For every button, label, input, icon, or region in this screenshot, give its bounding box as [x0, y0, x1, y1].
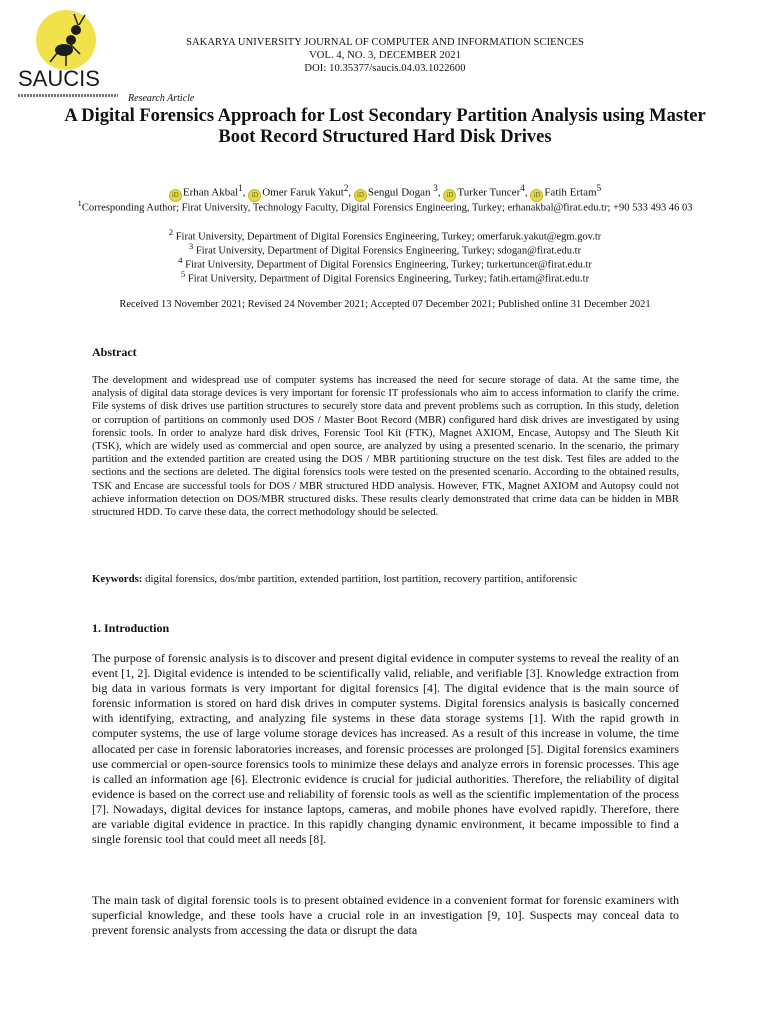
- author-name: Fatih Ertam: [544, 186, 597, 199]
- author-name: Erhan Akbal: [182, 186, 239, 199]
- orcid-icon[interactable]: iD: [443, 189, 456, 202]
- affiliation-sup: 4: [178, 255, 183, 265]
- affiliation-text: Corresponding Author; Firat University, Technology Faculty, Digital Forensics Engineering, Turkey; erhanakbal@firat.edu.tr; +90 533 493 46 03: [81, 202, 693, 214]
- affiliation-text: Firat University, Department of Digital Forensics Engineering, Turkey; turkertuncer@firat.edu.tr: [185, 259, 592, 271]
- author-sup: 5: [596, 183, 602, 193]
- orcid-icon[interactable]: iD: [248, 189, 261, 202]
- affiliation-text: Firat University, Department of Digital Forensics Engineering, Turkey; omerfaruk.yakut@egm.gov.tr: [175, 231, 602, 243]
- affiliation-sup: 1: [77, 198, 82, 208]
- keywords-text: digital forensics, dos/mbr partition, extended partition, lost partition, recovery partition, antiforensic: [145, 573, 578, 585]
- ant-emblem-icon: [36, 10, 96, 70]
- orcid-icon[interactable]: iD: [530, 189, 543, 202]
- orcid-icon[interactable]: iD: [169, 189, 182, 202]
- abstract-heading: Abstract: [92, 345, 137, 359]
- abstract-text: The development and widespread use of computer systems has increased the need for secure storage of data. At the same time, the analysis of digital data storage devices is very important for forensic IT professionals who aim to access information to clarify the crime. File systems of disk drives use partition structures to securely store data and prevent problems such as corruption. In this study, deletion or corruption of partitions on commonly used DOS / Master Boot Record (MBR) configured hard disk drives are investigated by using forensic tools. In order to analyze hard disk drives, Forensic Tool Kit (FTK), Magnet AXIOM, Encase, Autopsy and The Sleuth Kit (TSK), which are widely used as commercial and open source, are analyzed by using a presented scenario. In the scenario, the primary partition and the extended partition are created using the DOS / MBR partitioning structure on the test disk. Test files are added to the sections and the sections are deleted. The digital forensics tools were tested on the presented scenario. According to the obtained results, TSK and Encase are successful tools for DOS / MBR structured HDD analysis. However, FTK, Magnet AXIOM and Autopsy could not achieve information detection on DOS/MBR structured disks. These results clearly demonstrated that crime data can be hidden in MBR structured HDD. To carve these data, the correct methodology should be selected.: [92, 375, 679, 519]
- orcid-icon[interactable]: iD: [354, 189, 367, 202]
- author-name: Sengul Dogan: [367, 186, 431, 199]
- intro-paragraph-2: The main task of digital forensic tools is to present obtained evidence in a convenient format for forensic examiners with superficial knowledge, and these tools have a crucial role in an investigation [9, 10]. Suspects may conceal data to prevent forensic analysts from accessing the data or disrupt the data: [92, 893, 679, 938]
- article-type: Research Article: [128, 93, 195, 104]
- affiliation-text: Firat University, Department of Digital Forensics Engineering, Turkey; sdogan@firat.edu.tr: [195, 245, 582, 257]
- logo-tagline-decoration: [18, 94, 118, 97]
- affiliation-text: Firat University, Department of Digital Forensics Engineering, Turkey; fatih.ertam@firat.edu.tr: [187, 273, 590, 285]
- affiliation-sup: 2: [168, 227, 174, 237]
- section-heading-introduction: 1. Introduction: [92, 621, 170, 635]
- paper-title: A Digital Forensics Approach for Lost Secondary Partition Analysis using Master Boot Record Structured Hard Disk Drives: [64, 106, 706, 147]
- affiliation-5: [60, 268, 710, 286]
- author-list: iD Erhan Akbal$^1$, iD Omer Faruk Yakut$^2$, iD Sengul Dogan $^3$, iD Turker Tuncer$^4$, iD Fatih Ertam$^5$: [60, 181, 710, 202]
- affiliation-sup: 5: [180, 269, 186, 279]
- author-sup: 3: [433, 183, 438, 193]
- author-name: Omer Faruk Yakut: [262, 186, 344, 199]
- affiliation-sup: 3: [188, 241, 194, 251]
- author-sup: 4: [520, 183, 525, 193]
- logo-wordmark: SAUCIS: [18, 66, 100, 91]
- affiliation-1: [60, 197, 710, 215]
- keywords: [92, 572, 679, 586]
- journal-logo: [10, 2, 122, 102]
- journal-doi: DOI: 10.35377/saucis.04.03.1022600: [304, 63, 466, 74]
- author-name: Turker Tuncer: [457, 186, 521, 199]
- author-sup: 2: [343, 183, 349, 193]
- intro-paragraph-1: The purpose of forensic analysis is to discover and present digital evidence in computer systems to reveal the reality of an event [1, 2]. Digital evidence is intended to be scientifically valid, reliable, and verifiable [3]. Knowledge extraction from big data in various formats is very important for digital forensics [4]. The digital evidence that is the main source of forensic information is stored on hard disk drives in computer systems. Digital forensics analysis is basically concerned with identifying, extracting, and analyzing file systems in these data storage systems [1]. With the rapid growth in computer systems, the use of large volume storage devices has increased. As a result of this increase in volume, the time allocated per case in forensic laboratories increases, and forensic processes are prolonged [5]. Digital forensics examiners use commercial or open-source forensics tools to minimize these delays and analyze errors in forensic processes. This age is called an information age [6]. Electronic evidence is crucial for judicial authorities. Therefore, the reliability of digital evidence is based on the correct use and reliability of forensic tools as well as the scientific implementation of the process [7]. Nowadays, digital devices for instance laptops, cameras, and mobile phones have evolved rapidly. Therefore, there are variable digital evidence in practice. In this rapidly changing dynamic environment, it became impossible to find a single forensic tool that could meet all needs [8].: [92, 651, 679, 847]
- journal-volume: VOL. 4, NO. 3, DECEMBER 2021: [309, 50, 461, 61]
- author-sup: 1: [238, 183, 243, 193]
- keywords-label: Keywords:: [92, 573, 143, 585]
- publication-dates: Received 13 November 2021; Revised 24 November 2021; Accepted 07 December 2021; Published online 31 December 2021: [119, 299, 651, 310]
- journal-name: SAKARYA UNIVERSITY JOURNAL OF COMPUTER AND INFORMATION SCIENCES: [186, 37, 584, 48]
